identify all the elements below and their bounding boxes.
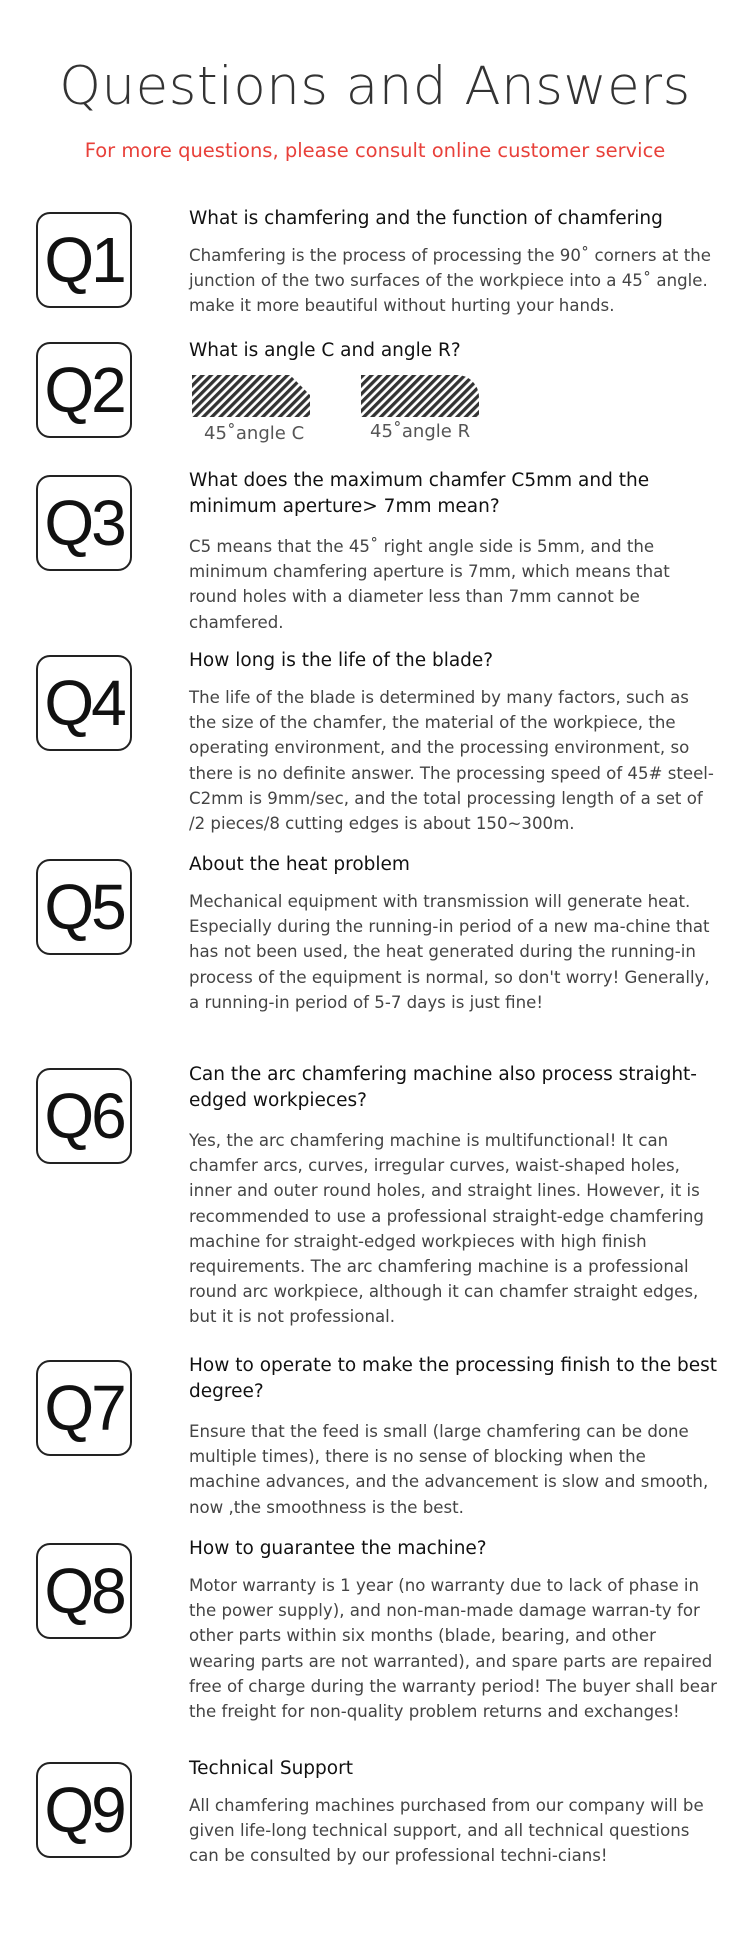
q4-answer: The life of the blade is determined by many factors, such as the size of the chamfer, the material of the workpiece, the operating environment, and the processing environment, so there is no definite answer. The processing speed of 45# steel-C2mm is 9mm/sec, and the total processing length of a set of /2 pieces/8 cutting edges is about 150~300m. [189, 688, 714, 834]
q3-question: What does the maximum chamfer C5mm and the minimum aperture> 7mm mean? [189, 470, 650, 517]
q8-answer: Motor warranty is 1 year (no warranty due to lack of phase in the power supply), and non-man-made damage warran-ty for other parts within six months (blade, bearing, and other wearing parts are not warranted), and spare parts are repaired free of charge during the warranty period! The buyer shall bear the freight for non-quality problem returns and exchanges! [189, 1576, 717, 1722]
page-subtitle: For more questions, please consult online customer service [84, 139, 666, 162]
angle-r-diagram [361, 375, 481, 417]
q6-answer: Yes, the arc chamfering machine is multifunctional! It can chamfer arcs, curves, irregular curves, waist-shaped holes, inner and outer round holes, and straight lines. However, it is recommended to use a professional straight-edge chamfering machine for straight-edged workpieces with high finish requirements. The arc chamfering machine is a professional round arc workpiece, although it can chamfer straight edges, but it is not professional. [189, 1131, 704, 1327]
q9-answer: All chamfering machines purchased from our company will be given life-long technical support, and all technical questions can be consulted by our professional techni-cians! [189, 1796, 704, 1866]
q5-answer: Mechanical equipment with transmission will generate heat. Especially during the running-in period of a new ma-chine that has not been used, the heat generated during the running-in process of the equipment is normal, so don't worry! Generally, a running-in period of 5-7 days is just fine! [189, 892, 710, 1012]
q5-question: About the heat problem [189, 854, 410, 875]
q6-badge: Q6 [36, 1068, 132, 1164]
q7-answer: Ensure that the feed is small (large chamfering can be done multiple times), there is no sense of blocking when the machine advances, and the advancement is slow and smooth, now ,the smoothness is the best. [189, 1422, 709, 1517]
q8-question: How to guarantee the machine? [189, 1538, 487, 1559]
q7-badge: Q7 [36, 1360, 132, 1456]
angle-c-diagram [192, 375, 312, 417]
q7-question: How to operate to make the processing finish to the best degree? [189, 1355, 718, 1402]
angle-c-label: 45˚angle C [204, 423, 305, 444]
q9-question: Technical Support [189, 1758, 353, 1779]
q9-badge: Q9 [36, 1762, 132, 1858]
q3-badge: Q3 [36, 475, 132, 571]
q3-answer: C5 means that the 45˚ right angle side is 5mm, and the minimum chamfering aperture is 7mm, which means that round holes with a diameter less than 7mm cannot be chamfered. [189, 537, 670, 632]
q4-badge: Q4 [36, 655, 132, 751]
q8-badge: Q8 [36, 1543, 132, 1639]
q1-question: What is chamfering and the function of chamfering [189, 208, 663, 229]
q1-answer: Chamfering is the process of processing the 90˚ corners at the junction of the two surfaces of the workpiece into a 45˚ angle. make it more beautiful without hurting your hands. [189, 246, 711, 316]
q6-question: Can the arc chamfering machine also process straight-edged workpieces? [189, 1064, 697, 1111]
q2-badge: Q2 [36, 342, 132, 438]
q5-badge: Q5 [36, 859, 132, 955]
q1-badge: Q1 [36, 212, 132, 308]
page-title: Questions and Answers [59, 56, 691, 117]
q4-question: How long is the life of the blade? [189, 650, 494, 671]
q2-question: What is angle C and angle R? [189, 340, 461, 361]
angle-r-label: 45˚angle R [370, 421, 471, 442]
